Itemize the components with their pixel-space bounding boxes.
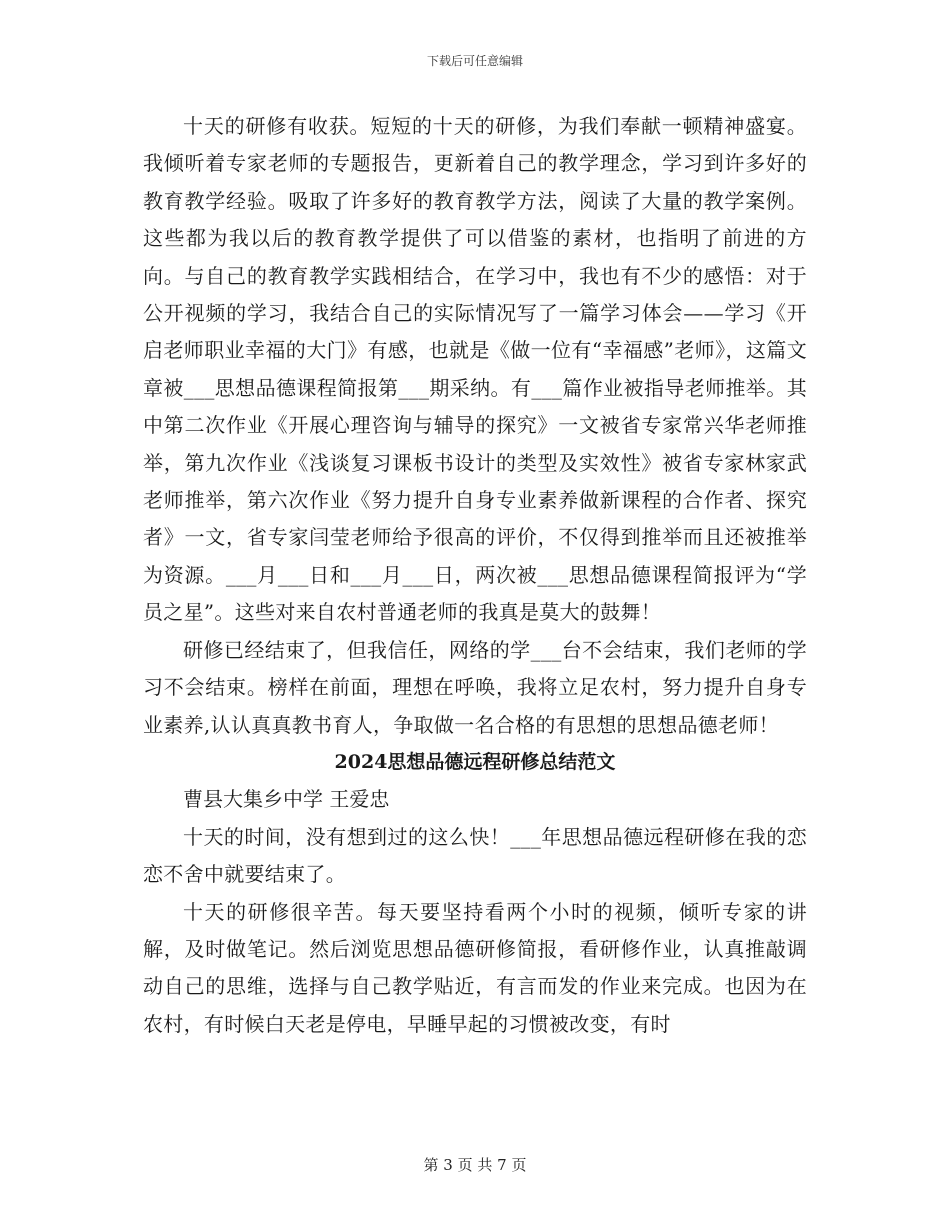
page-header: 下载后可任意编辑: [426, 54, 523, 68]
paragraph: 十天的时间，没有想到过的这么快！___年思想品德远程研修在我的恋恋不舍中就要结束了。: [143, 824, 807, 887]
page-number: 第 3 页 共 7 页: [423, 1156, 527, 1174]
paragraph: 十天的研修很辛苦。每天要坚持看两个小时的视频，倾听专家的讲解，及时做笔记。然后浏览思想品德研修简报，看研修作业，认真推敲调动自己的思维，选择与自己教学贴近，有言而发的作业来完成。也因为在农村，有时候白天老是停电，早睡早起的习惯被改变，有时: [143, 899, 807, 1036]
article-title: 2024思想品德远程研修总结范文: [334, 750, 616, 773]
document-body: [143, 108, 807, 1043]
author-line: 曹县大集乡中学 王爱忠: [183, 787, 390, 812]
paragraph: 研修已经结束了，但我信任，网络的学___台不会结束，我们老师的学习不会结束。榜样在前面，理想在呼唤，我将立足农村，努力提升自身专业素养,认认真真教书育人，争取做一名合格的有思想的思想品德老师！: [143, 637, 807, 737]
paragraph: 十天的研修有收获。短短的十天的研修，为我们奉献一顿精神盛宴。我倾听着专家老师的专题报告，更新着自己的教学理念，学习到许多好的教育教学经验。吸取了许多好的教育教学方法，阅读了大量的教学案例。这些都为我以后的教育教学提供了可以借鉴的素材，也指明了前进的方向。与自己的教育教学实践相结合，在学习中，我也有不少的感悟：对于公开视频的学习，我结合自己的实际情况写了一篇学习体会——学习《开启老师职业幸福的大门》有感，也就是《做一位有“幸福感”老师》，这篇文章被___思想品德课程简报第___期采纳。有___篇作业被指导老师推举。其中第二次作业《开展心理咨询与辅导的探究》一文被省专家常兴华老师推举，第九次作业《浅谈复习课板书设计的类型及实效性》被省专家林家武老师推举，第六次作业《努力提升自身专业素养做新课程的合作者、探究者》一文，省专家闫莹老师给予很高的评价，不仅得到推举而且还被推举为资源。___月___日和___月___日，两次被___思想品德课程简报评为“学员之星”。这些对来自农村普通老师的我真是莫大的鼓舞！: [143, 114, 807, 625]
